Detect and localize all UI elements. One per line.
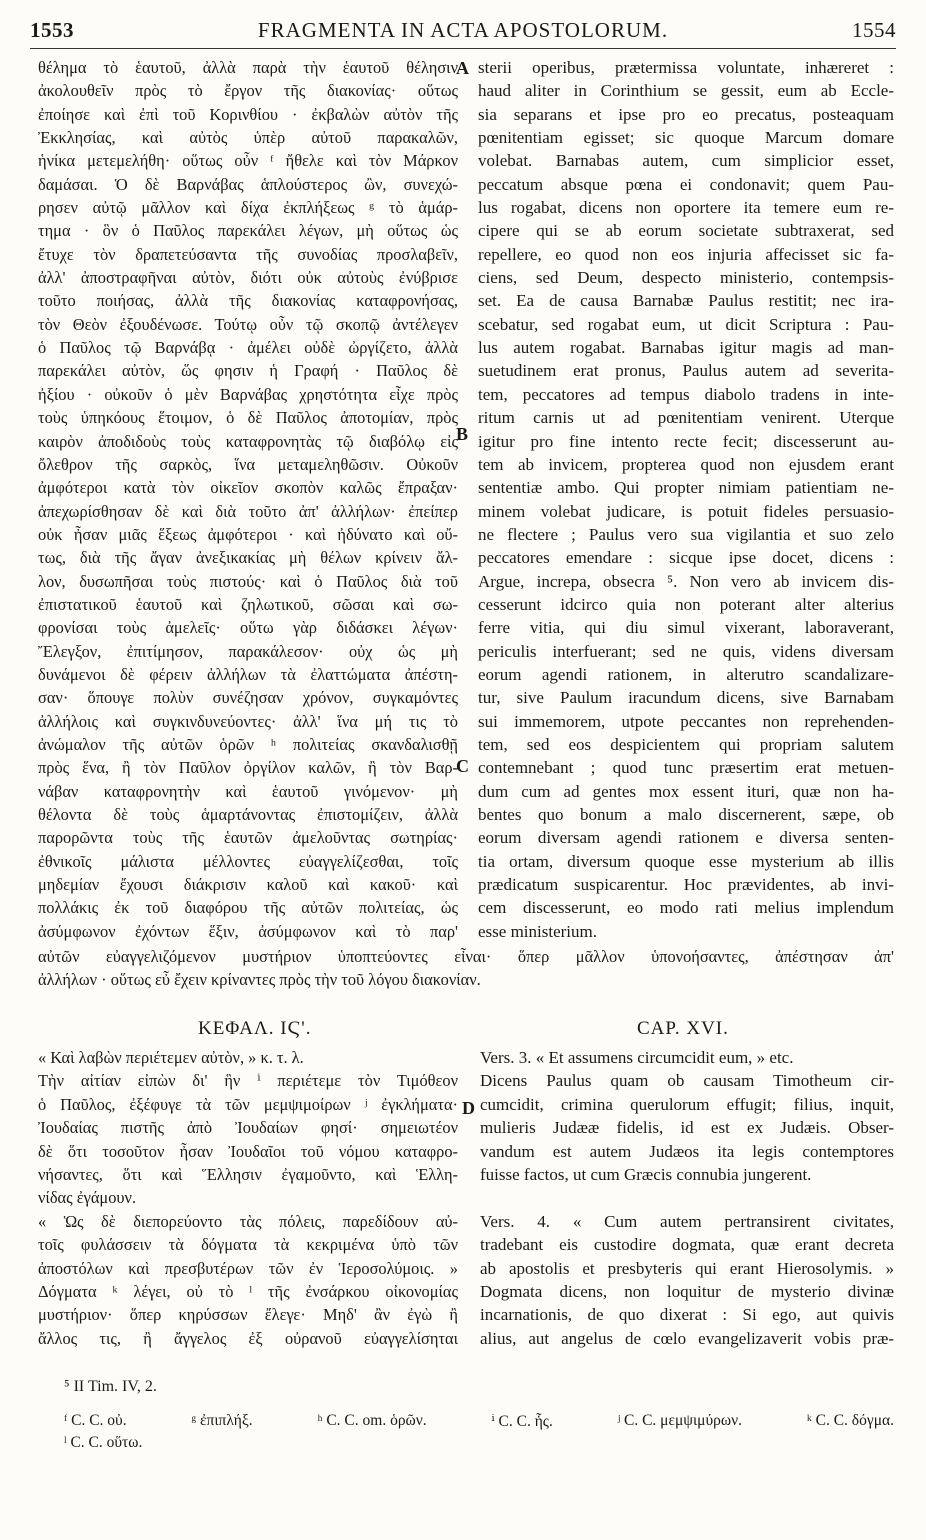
page-number-right: 1554	[852, 18, 896, 42]
greek-line: ἀμφότεροι κατὰ τὸν οἰκεῖον σκοπὸν καλῶς ἔπραξαν·	[38, 478, 458, 498]
chapter-heading-latin: CAP. XVI.	[637, 1018, 729, 1039]
greek-line: ἐθνικοῖς μάλιστα μέλλοντες εὐαγγελίζεσθαι, τοῖς	[38, 851, 458, 871]
latin-line: cipere qui se ab eorum societate subtraxerat, sed	[478, 221, 894, 241]
latin-line: ferre vitia, qui diu simul vixerant, laboraverant,	[478, 618, 894, 638]
latin-line: tem ab invicem, propterea quod non ejusdem erant	[478, 454, 894, 474]
latin-line: repellere, eo quod non eos injuria affecisset sic fa-	[478, 244, 894, 264]
greek-line: τὸν Θεὸν ἐξουδένωσε. Τούτῳ οὖν τῷ σκοπῷ ἀντέλεγεν	[38, 314, 458, 334]
latin-line: Dicens Paulus quam ob causam Timotheum cir-	[480, 1071, 894, 1091]
greek-line: ἀκολουθεῖν πρὸς τὸ ἔργον τῆς διακονίας· οὕτως	[38, 81, 458, 101]
latin-line: tradebant eis custodire dogmata, quæ erant decreta	[480, 1235, 894, 1255]
greek-line: νήσαντες, ὅτι καὶ Ἕλλησιν ἐγαμοῦντο, καὶ Ἑλλη-	[38, 1165, 458, 1185]
page-number-left: 1553	[30, 18, 74, 42]
latin-line: Vers. 4. « Cum autem pertransirent civitates,	[480, 1211, 894, 1231]
greek-line: παρεκάλει αὐτὸν, ὥς φησιν ἡ Γραφή · Παῦλος δὲ	[38, 361, 458, 381]
greek-line: οὐκ ἦσαν μιᾶς ἕξεως ἀμφότεροι · καὶ ἠδύνατο καὶ οὔ-	[38, 524, 458, 544]
latin-line: cesserunt idcirco quia non poterant alter alterius	[478, 594, 894, 614]
latin-line: pœnitentiam egisset; sic quoque Marcum domare	[478, 128, 894, 148]
greek-line: μηδεμίαν ἔχουσι διάκρισιν καλοῦ καὶ κακοῦ· καὶ	[38, 875, 458, 895]
greek-line: φρονίσαι τοὺς ἀμελεῖς· οὕτω γὰρ διδάσκει λέγων·	[38, 618, 458, 638]
footnote-item: ᶠ C. C. οὐ.	[64, 1412, 127, 1429]
greek-line: τοῖς φυλάσσειν τὰ δόγματα τὰ κεκριμένα ὑπὸ τῶν	[38, 1235, 458, 1255]
greek-line: ἡνίκα μετεμελήθη· οὕτως οὖν ᶠ ἤθελε καὶ τὸν Μάρκον	[38, 151, 458, 171]
latin-line: sententiæ ambo. Qui propter nimiam patientiam ne-	[478, 478, 894, 498]
latin-line: haud aliter in Corinthium se gessit, eum ab Eccle-	[478, 81, 894, 101]
greek-line: πολλάκις ἐκ τοῦ διαφόρου τῆς αὐτῶν πολιτείας, ὡς	[38, 898, 458, 918]
greek-line: ἀποστόλων καὶ πρεσβυτέρων τῶν ἐν Ἱεροσολύμοις. »	[38, 1258, 458, 1278]
latin-line: volebat. Barnabas autem, cum simplicior esset,	[478, 151, 894, 171]
footnote-item: ʲ C. C. μεμψιμύρων.	[617, 1412, 742, 1429]
greek-line: ὄλεθρον τῆς σαρκὸς, ἵνα μεταμεληθῶσιν. Οὐκοῦν	[38, 454, 458, 474]
latin-line: esse ministerium.	[478, 921, 597, 941]
margin-letter-b: B	[456, 424, 469, 444]
full-width-text	[38, 945, 894, 992]
greek-line: δαμάσαι. Ὁ δὲ Βαρνάβας ἁπλούστερος ὢν, συνεχώ-	[38, 174, 458, 194]
latin-line: sterii operibus, prætermissa voluntate, inhæreret :	[478, 58, 894, 77]
greek-line: ἐποίησε καὶ ἐπὶ τοῦ Κορινθίου · ἐκβαλὼν αὐτὸν τῆς	[38, 104, 458, 124]
greek-line: ἀσύμφωνον ἐχόντων ἕξιν, ἀσύμφωνον καὶ τὸ παρ'	[38, 921, 458, 941]
greek-line: τημα · ὃν ὁ Παῦλος παρεκάλει λέγων, μὴ οὕτως ὡς	[38, 221, 458, 241]
greek-section-2	[38, 1046, 458, 1350]
margin-letter-a: A	[456, 58, 469, 78]
latin-line: tia ortam, diversum quoque esse mysterium ab illis	[478, 851, 894, 871]
greek-line: τως, διὰ τῆς ἄγαν ἀνεξικακίας μὴ θέλων κρίνειν ἄλ-	[38, 548, 458, 568]
greek-line: νάβαν καταφρονητὴν καὶ ἑαυτοῦ γινόμενον· μὴ	[38, 781, 458, 801]
latin-line: fuisse factos, ut cum Græcis connubia jungerent.	[480, 1165, 812, 1185]
latin-line: peccatores emendare : sicque ipse docet, dicens :	[478, 548, 894, 568]
header-rule	[30, 48, 896, 49]
latin-line: alius, aut angelus de cœlo evangelizaverit vobis præ-	[480, 1328, 894, 1348]
greek-line: σαν· ὅπουγε πολὺν συνέζησαν χρόνον, συγκαμόντες	[38, 688, 458, 708]
footnote-last: ˡ C. C. οὕτω.	[64, 1434, 143, 1451]
greek-line: Τὴν αἰτίαν εἰπὼν δι' ἣν ⁱ περιέτεμε τὸν Τιμόθεον	[38, 1071, 458, 1091]
footnote-scripture: ⁵ II Tim. IV, 2.	[64, 1378, 157, 1395]
latin-line: ne flectere ; Paulus vero sua vigilantia et suo zelo	[478, 524, 894, 544]
greek-line: παρορῶντα τοὺς τῆς ἑαυτῶν ἀμελοῦντας σωτηρίας·	[38, 828, 458, 848]
greek-line: ἠξίου · οὐκοῦν ὁ μὲν Βαρνάβας χρηστότητα εἶχε πρὸς	[38, 384, 458, 404]
greek-line: « Καὶ λαβὼν περιέτεμεν αὐτὸν, » κ. τ. λ.	[38, 1048, 304, 1067]
greek-line: ἄλλος τις, ἢ ἄγγελος ἐξ οὐρανοῦ εὐαγγελίσηται	[38, 1328, 458, 1348]
latin-line: bentes quo bonum a malo discernerent, sæpe, ob	[478, 805, 894, 824]
greek-column	[38, 56, 458, 943]
latin-line: eorum agendi rationem, in alterutro scandalizare-	[478, 664, 894, 684]
full-line: αὐτῶν εὐαγγελιζόμενον μυστήριον ὑποπτεύοντες εἶναι· ὅπερ μᾶλλον ὑπονοήσαντες, ἀπέστησαν ἀπ'	[38, 947, 894, 966]
greek-line: λον, δυσωπῆσαι τοὺς πιστούς· καὶ ὁ Παῦλος διὰ τοῦ	[38, 571, 458, 591]
latin-line: vandum est autem Judæos ita legis contemptores	[480, 1141, 894, 1161]
greek-line: Ἔλεγξον, ἐπιτίμησον, παρακάλεσον· οὐχ ὡς μὴ	[38, 641, 458, 661]
latin-line: ritum carnis ut ad pœnitentiam venirent. Uterque	[478, 408, 894, 428]
greek-line: ἀνώμαλον τῆς αὐτῶν ὁρῶν ʰ πολιτείας σκανδαλισθῇ	[38, 734, 458, 754]
greek-line: ρησεν αὐτῷ μᾶλλον καὶ δίχα ἐκπλήξεως ᵍ τὸ ἁμάρ-	[38, 198, 458, 218]
latin-line: lus autem rogabat. Barnabas igitur magis ad man-	[478, 338, 894, 358]
latin-line: tem, sed eos despicientem qui propriam salutem	[478, 734, 894, 754]
latin-line: prædicatum suspicarentur. Hoc prævidentes, ab invi-	[478, 875, 894, 895]
latin-line: incarnationis, de quo dixerat : Si ego, aut quivis	[480, 1305, 894, 1325]
greek-line: Ἰουδαίας πιστῆς ἀπὸ Ἰουδαίων φησί· σημειωτέον	[38, 1118, 458, 1138]
page-header	[30, 14, 896, 50]
latin-line: cem discesserunt, eo modo rati melius implendum	[478, 898, 894, 918]
greek-line: θέλοντα δὲ τοὺς ἁμαρτάνοντας ἐπιστομίζειν, ἀλλὰ	[38, 805, 458, 824]
greek-line: νίδας ἐγάμουν.	[38, 1188, 137, 1208]
latin-line: peccatum absque pœna ei condonavit; quem Pau-	[478, 174, 894, 194]
latin-line: sui immemorem, utpote peccantes non reprehenden-	[478, 711, 894, 731]
greek-line: ἐπιστατικοῦ ἑαυτοῦ καὶ ζηλωτικοῦ, σῶσαι καὶ σω-	[38, 594, 458, 614]
latin-line: dum cum ad gentes mox essent ituri, quæ non ha-	[478, 781, 894, 801]
latin-line: Vers. 3. « Et assumens circumcidit eum, » etc.	[480, 1048, 794, 1067]
latin-line: sia separans et ipse pro eo precatus, posteaquam	[478, 104, 894, 124]
footnote-item: ᵏ C. C. δόγμα.	[806, 1412, 894, 1429]
latin-line: cumcidit, crimina querulorum effugit; filius, inquit,	[480, 1094, 894, 1114]
latin-line: suetudinem erat pronus, Paulus autem ad severita-	[478, 361, 894, 381]
latin-line: mulieris Judææ fidelis, id est ex Judæis. Obser-	[480, 1118, 894, 1138]
latin-line: ab apostolis et presbyteris qui erant Hierosolymis. »	[480, 1258, 894, 1278]
latin-line: periculis interfuerant; sed ne quis, videns diversam	[478, 641, 894, 661]
greek-line: καιρὸν ἀποδιδοὺς τοὺς καταφρονητὰς τῷ διαβόλῳ εἰς	[38, 431, 458, 451]
latin-line	[480, 1186, 894, 1209]
latin-line: tem, peccatores ad tempus diabolo tradens in inte-	[478, 384, 894, 404]
greek-line: ὁ Παῦλος, ἐξέφυγε τὰ τῶν μεμψιμοίρων ʲ ἐγκλήματα·	[38, 1094, 458, 1114]
greek-line: Δόγματα ᵏ λέγει, οὐ τὸ ˡ τῆς ἐνσάρκου οἰκονομίας	[38, 1282, 458, 1302]
margin-letter-c: C	[456, 756, 469, 776]
latin-line: minem volebat judicare, is potuit fideles persuasio-	[478, 501, 894, 521]
latin-column	[478, 56, 894, 943]
greek-line: πρὸς ἕνα, ἢ τὸν Παῦλον ὀργίλον καλῶν, ἢ τὸν Βαρ-	[38, 758, 458, 778]
running-title: FRAGMENTA IN ACTA APOSTOLORUM.	[257, 18, 669, 42]
latin-line: lus rogabat, dicens non oportere ita temere eum re-	[478, 198, 894, 218]
footnote-item: ᵍ ἐπιπλήξ.	[191, 1412, 253, 1429]
footnote-item: ʰ C. C. om. ὁρῶν.	[317, 1412, 427, 1429]
footnote-row	[64, 1412, 894, 1431]
greek-line: ἀπεχωρίσθησαν δὲ καὶ διὰ τοῦτο ἀπ' ἀλλήλων· ἐπείπερ	[38, 501, 458, 521]
greek-line: ἀλλ' ἀποστραφῆναι αὐτὸν, διότι οὐκ αὐτοὺς ἐνύβρισε	[38, 268, 458, 288]
greek-line: θέλημα τὸ ἑαυτοῦ, ἀλλὰ παρὰ τὴν ἑαυτοῦ θέλησιν	[38, 58, 458, 77]
latin-line: igitur pro fine intento recte fecit; discesserunt au-	[478, 431, 894, 451]
greek-line: δυνάμενοι δὲ φέρειν ἀλλήλων τὰ ἐλαττώματα ἀπέστη-	[38, 664, 458, 684]
footnote-item: ⁱ C. C. ἧς.	[491, 1413, 553, 1430]
latin-line: eorum diversam agendi rationem e diversa senten-	[478, 828, 894, 848]
margin-letter-d: D	[462, 1098, 475, 1118]
greek-line: δὲ ὅτι τοσοῦτον ἦσαν Ἰουδαῖοι τοῦ νόμου καταφρο-	[38, 1141, 458, 1161]
greek-line: ἔτυχε τὸν δραπετεύσαντα τῆς συνοδίας προσλαβεῖν,	[38, 244, 458, 264]
greek-line: ἀλλήλοις καὶ συγκινδυνεύοντες· ἀλλ' ἵνα μή τις τὸ	[38, 711, 458, 731]
latin-line: contemnebant ; quod tunc præsertim erat metuen-	[478, 758, 894, 778]
latin-line: Argue, increpa, obsecra ⁵. Non vero ab invicem dis-	[478, 571, 894, 591]
latin-line: set. Ea de causa Barnabæ Paulus restitit; nec ira-	[478, 291, 894, 311]
latin-line: Dogmata dicens, non loquitur de mysterio divinæ	[480, 1282, 894, 1302]
latin-line: ciens, sed Deum, despecto ministerio, contempsis-	[478, 268, 894, 288]
full-line: ἀλλήλων · οὕτως εὖ ἔχειν κρίναντες πρὸς τὴν τοῦ λόγου διακονίαν.	[38, 970, 481, 990]
chapter-heading-greek: ΚΕΦΑΛ. ΙϚ'.	[198, 1018, 312, 1039]
greek-line: τοῦτο ποιήσας, ἀλλὰ τῆς διακονίας καταφρονήσας,	[38, 291, 458, 311]
greek-line: « Ὡς δὲ διεπορεύοντο τὰς πόλεις, παρεδίδουν αὐ-	[38, 1211, 458, 1231]
greek-line: μυστήριον· ὅπερ κηρύσσων ἔλεγε· Μηδ' ἂν ἐγὼ ἢ	[38, 1305, 458, 1325]
greek-line: τοὺς ὑπηκόους ἕτοιμον, ὁ δὲ Παῦλος ἀποτομίαν, πρὸς	[38, 408, 458, 428]
latin-section-2	[480, 1046, 894, 1350]
greek-line: ὁ Παῦλος τῷ Βαρνάβᾳ · ἀμέλει οὐδὲ ὠργίζετο, ἀλλὰ	[38, 338, 458, 358]
latin-line: tur, sive Paulum iracundum dicens, sive Barnabam	[478, 688, 894, 708]
greek-line: Ἐκκλησίας, καὶ αὐτὸς ὑπὲρ αὐτοῦ παρακαλῶν,	[38, 128, 458, 148]
latin-line: scebatur, sed rogabat eum, ut dicit Scriptura : Pau-	[478, 314, 894, 334]
